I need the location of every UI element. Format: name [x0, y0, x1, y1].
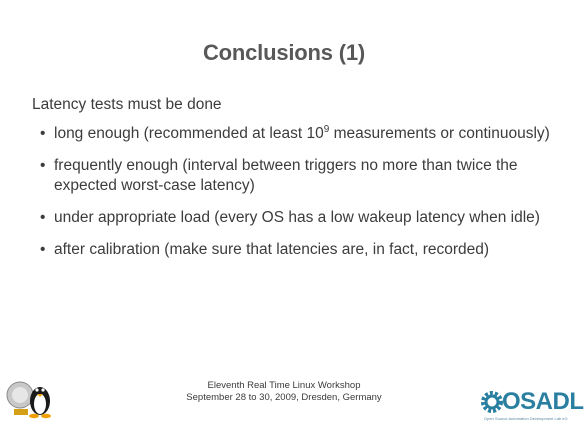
footer-line-1: Eleventh Real Time Linux Workshop — [207, 380, 361, 391]
bullet-glyph: • — [40, 157, 46, 174]
bullet-glyph: • — [40, 125, 46, 142]
osadl-wordmark: OSADL — [502, 388, 584, 415]
bullet-text-sup: 9 — [323, 124, 330, 135]
bullet-list — [36, 124, 551, 272]
bullet-item — [36, 124, 551, 144]
osadl-logo — [480, 387, 584, 423]
bullet-text: under appropriate load (every OS has a low wakeup latency when idle) — [54, 209, 540, 226]
intro-text: Latency tests must be done — [32, 96, 222, 113]
bullet-item — [36, 240, 551, 260]
slide-title: Conclusions (1) — [202, 40, 365, 65]
bullet-item — [36, 208, 551, 228]
bullet-text: frequently enough (interval between triggers no more than twice the expected worst-case latency) — [54, 157, 518, 194]
gear-icon — [480, 388, 504, 416]
bullet-glyph: • — [40, 241, 46, 258]
bullet-glyph: • — [40, 209, 46, 226]
osadl-subtitle: Open Source Automation Development Lab eG — [484, 416, 568, 421]
bullet-text-post: measurements or continuously) — [329, 125, 550, 142]
bullet-item — [36, 156, 551, 196]
bullet-text: after calibration (make sure that latencies are, in fact, recorded) — [54, 241, 490, 258]
bullet-text-pre: long enough (recommended at least 10 — [54, 125, 324, 142]
footer-line-2: September 28 to 30, 2009, Dresden, Germany — [186, 392, 382, 403]
